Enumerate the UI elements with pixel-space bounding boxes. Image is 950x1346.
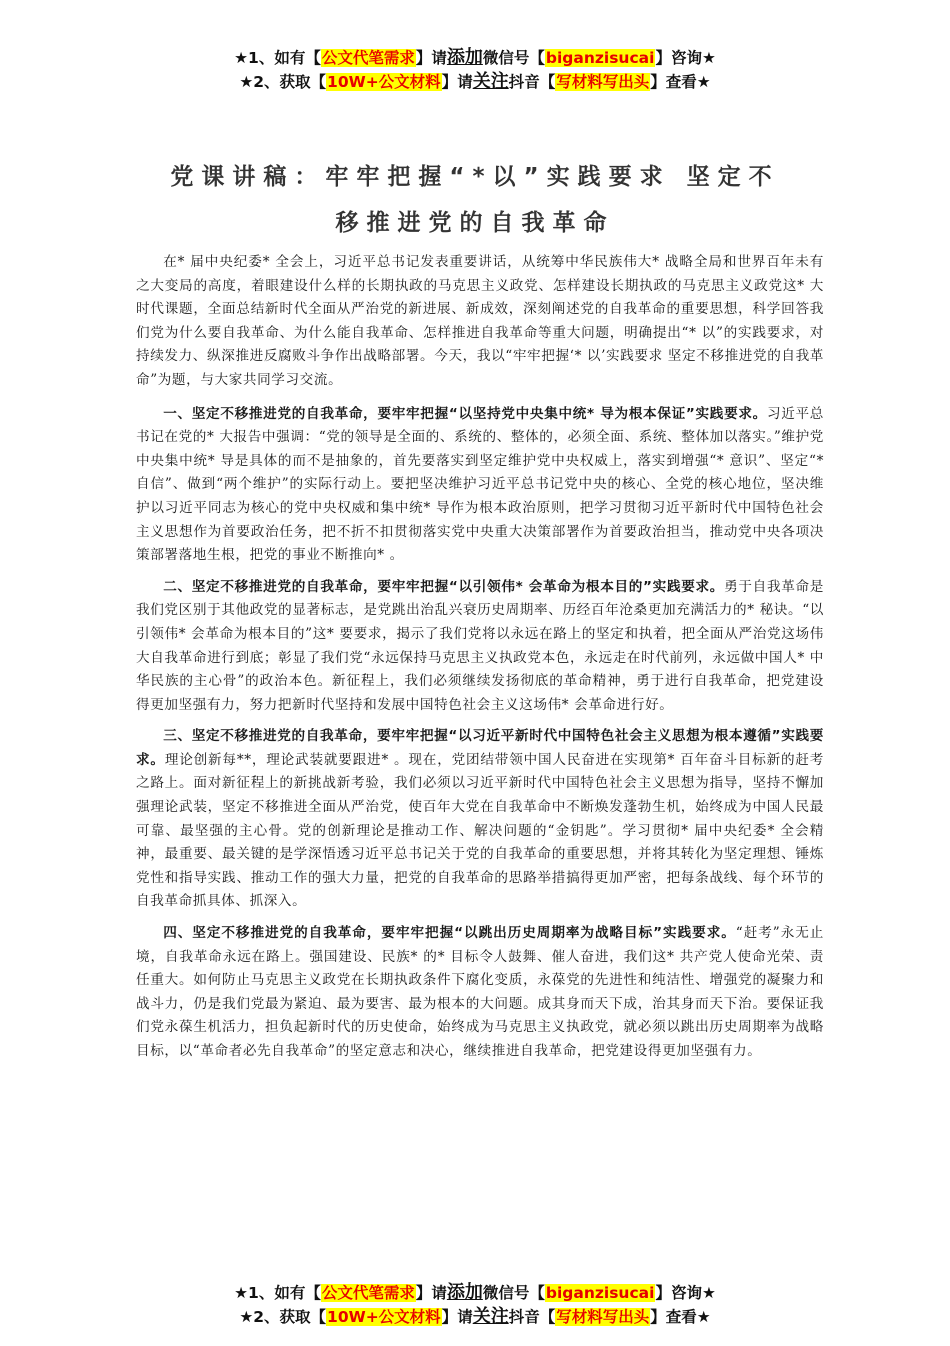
banner-douyin-name: 写材料写出头 [556, 73, 650, 91]
document-body [136, 251, 824, 1072]
banner-text: ★1、如有【 [234, 1284, 321, 1302]
banner-line-2 [0, 1305, 950, 1329]
banner-emphasis: 添加 [446, 47, 483, 68]
paragraph-text: 在* 届中央纪委* 全会上，习近平总书记发表重要讲话，从统筹中华民族伟大* 战略全局和世界百年未有之大变局的高度，着眼建设什么样的长期执政的马克思主义政党、怎样建设长期执政的马克思主义政党这* 大时代课题，全面总结新时代全面从严治党的新进展、新成效，深刻阐述党的自我革命的重要思想，科学回答我们党为什么要自我革命、为什么能自我革命、怎样推进自我革命等重大问题，明确提出“* 以”的实践要求，对持续发力、纵深推进反腐败斗争作出战略部署。今天，我以“牢牢把握‘* 以’实践要求 坚定不移推进党的自我革命”为题，与大家共同学习交流。 [136, 254, 824, 388]
paragraph-section-4 [136, 922, 824, 1064]
banner-text: ★2、获取【 [239, 73, 327, 91]
banner-text: 抖音【 [508, 73, 556, 91]
header-banner [0, 46, 950, 94]
banner-emphasis: 添加 [446, 1282, 483, 1303]
section-heading: 四、坚定不移推进党的自我革命，要牢牢把握“以跳出历史周期率为战略目标”实践要求。 [163, 925, 736, 942]
banner-text: 】请 [441, 73, 473, 91]
banner-text: ★1、如有【 [234, 49, 321, 67]
banner-emphasis: 关注 [472, 1306, 509, 1327]
banner-text: ★2、获取【 [239, 1308, 327, 1326]
banner-emphasis: 关注 [472, 71, 509, 92]
section-heading: 三、坚定不移推进党的自我革命，要牢牢把握“以习近平新时代中国特色社会主义思想为根本遵循”实践要求。 [136, 728, 824, 768]
banner-text: 微信号【 [482, 1284, 545, 1302]
banner-text: 微信号【 [482, 49, 545, 67]
paragraph-section-2 [136, 576, 824, 718]
document-title-line-2: 移推进党的自我革命 [335, 210, 615, 236]
document-title-line-1: 党课讲稿：牢牢把握“*以”实践要求 坚定不 [170, 164, 780, 190]
banner-text: 】请 [441, 1308, 473, 1326]
paragraph-text: 勇于自我革命是我们党区别于其他政党的显著标志，是党跳出治乱兴衰历史周期率、历经百年沧桑更加充满活力的* 秘诀。“以引领伟* 会革命为根本目的”这* 要要求，揭示了我们党将以永远在路上的坚定和执着，把全面从严治党这场伟大自我革命进行到底；彰显了我们党“永远保持马克思主义执政党本色，永远走在时代前列，永远做中国人* 中华民族的主心骨”的政治本色。新征程上，我们必须继续发扬彻底的革命精神，勇于进行自我革命，把党建设得更加坚强有力，努力把新时代坚持和发展中国特色社会主义这场伟* 会革命进行好。 [136, 578, 824, 713]
banner-line-2 [0, 70, 950, 94]
section-heading: 二、坚定不移推进党的自我革命，要牢牢把握“以引领伟* 会革命为根本目的”实践要求。 [163, 578, 725, 595]
banner-wechat-id: biganzisucai [545, 1284, 655, 1302]
banner-highlight: 公文代笔需求 [321, 49, 415, 67]
banner-line-1 [0, 1281, 950, 1305]
banner-line-1 [0, 46, 950, 70]
banner-text: 】查看★ [650, 73, 711, 91]
paragraph-text: “赶考”永无止境，自我革命永远在路上。强国建设、民族* 的* 目标令人鼓舞、催人奋进，我们这* 共产党人使命光荣、责任重大。如何防止马克思主义政党在长期执政条件下腐化变质，永葆党的先进性和纯洁性、增强党的凝聚力和战斗力，仍是我们党最为紧迫、最为要害、最为根本的大问题。成其身而天下成，治其身而天下治。要保证我们党永葆生机活力，担负起新时代的历史使命，始终成为马克思主义执政党，就必须以跳出历史周期率为战略目标，以“革命者必先自我革命”的坚定意志和决心，继续推进自我革命，把党建设得更加坚强有力。 [136, 925, 824, 1059]
paragraph-intro [136, 251, 824, 393]
banner-highlight: 10W+公文材料 [327, 1308, 441, 1326]
banner-text: 】请 [415, 49, 447, 67]
paragraph-text: 理论创新每**，理论武装就要跟进* 。现在，党团结带领中国人民奋进在实现第* 百年奋斗目标新的赶考之路上。面对新征程上的新挑战新考验，我们必须以习近平新时代中国特色社会主义思想为指导，坚持不懈加强理论武装，坚定不移推进全面从严治党，使百年大党在自我革命中不断焕发蓬勃生机，始终成为中国人民最可靠、最坚强的主心骨。党的创新理论是推动工作、解决问题的“金钥匙”。学习贯彻* 届中央纪委* 全会精神，最重要、最关键的是学深悟透习近平总书记关于党的自我革命的重要思想，并将其转化为坚定理想、锤炼党性和指导实践、推动工作的强大力量，把党的自我革命的思路举措搞得更加严密，把每条战线、每个环节的自我革命抓具体、抓深入。 [136, 751, 824, 910]
banner-text: 】请 [415, 1284, 447, 1302]
paragraph-section-3 [136, 725, 824, 914]
paragraph-text: 习近平总书记在党的* 大报告中强调：“党的领导是全面的、系统的、整体的，必须全面、系统、整体加以落实。”维护党中央集中统* 导是具体的而不是抽象的，首先要落实到坚定维护党中央权威上，落实到增强“* 意识”、坚定“* 自信”、做到“两个维护”的实际行动上。要把坚决维护习近平总书记党中央的核心、全党的核心地位，坚决维护以习近平同志为核心的党中央权威和集中统* 导作为根本政治原则，把学习贯彻习近平新时代中国特色社会主义思想作为首要政治任务，把不折不扣贯彻落实党中央重大决策部署作为首要政治担当，推动党中央各项决策部署落地生根，把党的事业不断推向* 。 [136, 405, 825, 564]
banner-douyin-name: 写材料写出头 [556, 1308, 650, 1326]
banner-text: 抖音【 [508, 1308, 556, 1326]
paragraph-section-1 [136, 403, 824, 568]
banner-text: 】咨询★ [655, 1284, 716, 1302]
footer-banner [0, 1281, 950, 1329]
banner-highlight: 公文代笔需求 [321, 1284, 415, 1302]
banner-highlight: 10W+公文材料 [327, 73, 441, 91]
banner-wechat-id: biganzisucai [545, 49, 655, 67]
banner-text: 】查看★ [650, 1308, 711, 1326]
banner-text: 】咨询★ [655, 49, 716, 67]
section-heading: 一、坚定不移推进党的自我革命，要牢牢把握“以坚持党中央集中统* 导为根本保证”实践要求。 [163, 405, 767, 422]
